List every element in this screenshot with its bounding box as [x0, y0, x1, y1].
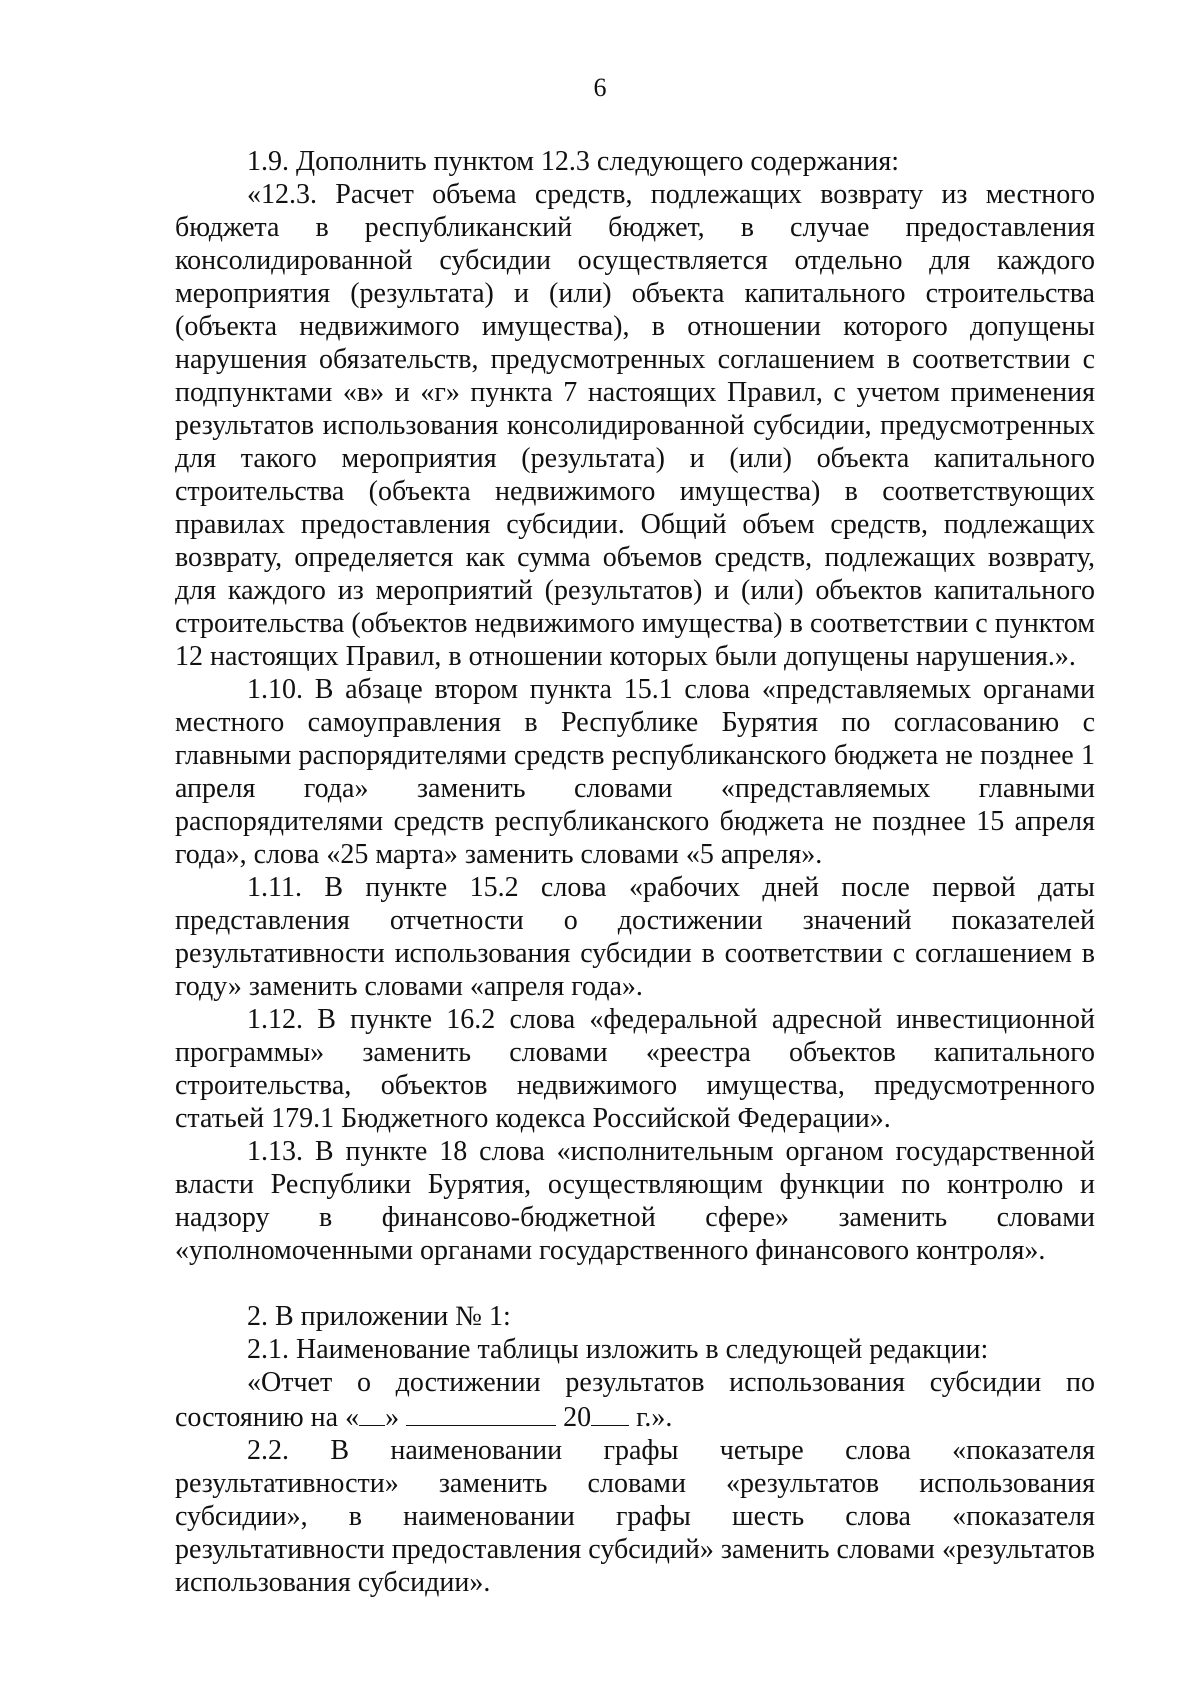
paragraph-spacer: [175, 1267, 1095, 1300]
paragraph-1-9: 1.9. Дополнить пунктом 12.3 следующего содержания:: [247, 146, 900, 177]
paragraph-1-13: 1.13. В пункте 18 слова «исполнительным органом государственной власти Республики Бурятия, осуществляющим функции по контролю и надзору в финансово-бюджетной сфере» заменить словами «уполномоченными органами государственного финансового контроля».: [175, 1136, 1095, 1266]
report-title-year: 20: [556, 1402, 592, 1433]
paragraph-2-2: 2.2. В наименовании графы четыре слова «показателя результативности» заменить словами «результатов использования субсидии», в наименовании графы шесть слова «показателя результативности предоставления субсидий» заменить словами «результатов использования субсидии».: [175, 1435, 1095, 1598]
report-title-text: «Отчет о достижении результатов использования субсидии по состоянию на «: [175, 1367, 1095, 1433]
paragraph-12-3-text: «12.3. Расчет объема средств, подлежащих возврату из местного бюджета в республиканский бюджет, в случае предоставления консолидированной субсидии осуществляется отдельно для каждого мероприятия (результата) и (или) объекта капитального строительства (объекта недвижимого имущества), в отношении которого допущены нарушения обязательств, предусмотренных соглашением в соответствии с подпунктами «в» и «г» пункта 7 настоящих Правил, с учетом применения результатов использования консолидированной субсидии, предусмотренных для такого мероприятия (результата) и (или) объекта капитального строительства (объекта недвижимого имущества) в соответствующих правилах предоставления субсидии. Общий объем средств, подлежащих возврату, определяется как сумма объемов средств, подлежащих возврату, для каждого из мероприятий (результатов) и (или) объектов капитального строительства (объектов недвижимого имущества) в соответствии с пунктом 12 настоящих Правил, в отношении которых были допущены нарушения.».: [175, 179, 1095, 672]
paragraph-1-11: 1.11. В пункте 15.2 слова «рабочих дней после первой даты представления отчетности о достижении значений показателей результативности использования субсидии в соответствии с соглашением в году» заменить словами «апреля года».: [175, 872, 1095, 1002]
page-number: 6: [593, 73, 607, 102]
paragraph-1-10: 1.10. В абзаце втором пункта 15.1 слова «представляемых органами местного самоуправления в Республике Бурятия по согласованию с главными распорядителями средств республиканского бюджета не позднее 1 апреля года» заменить словами «представляемых главными распорядителями средств республиканского бюджета не позднее 15 апреля года», слова «25 марта» заменить словами «5 апреля».: [175, 674, 1095, 870]
document-body: [175, 145, 1095, 1599]
report-title-paragraph: [175, 1366, 1095, 1434]
paragraph-1-12: 1.12. В пункте 16.2 слова «федеральной адресной инвестиционной программы» заменить словами «реестра объектов капитального строительства, объектов недвижимого имущества, предусмотренного статьей 179.1 Бюджетного кодекса Российской Федерации».: [175, 1004, 1095, 1134]
year-blank-line: [591, 1399, 629, 1426]
paragraph-2: 2. В приложении № 1:: [247, 1301, 511, 1332]
day-blank-line: [359, 1399, 385, 1426]
report-title-quote-close: »: [385, 1402, 407, 1433]
month-blank-line: [406, 1399, 556, 1426]
paragraph-2-1: 2.1. Наименование таблицы изложить в следующей редакции:: [247, 1334, 989, 1365]
report-title-end: г.».: [629, 1402, 673, 1433]
